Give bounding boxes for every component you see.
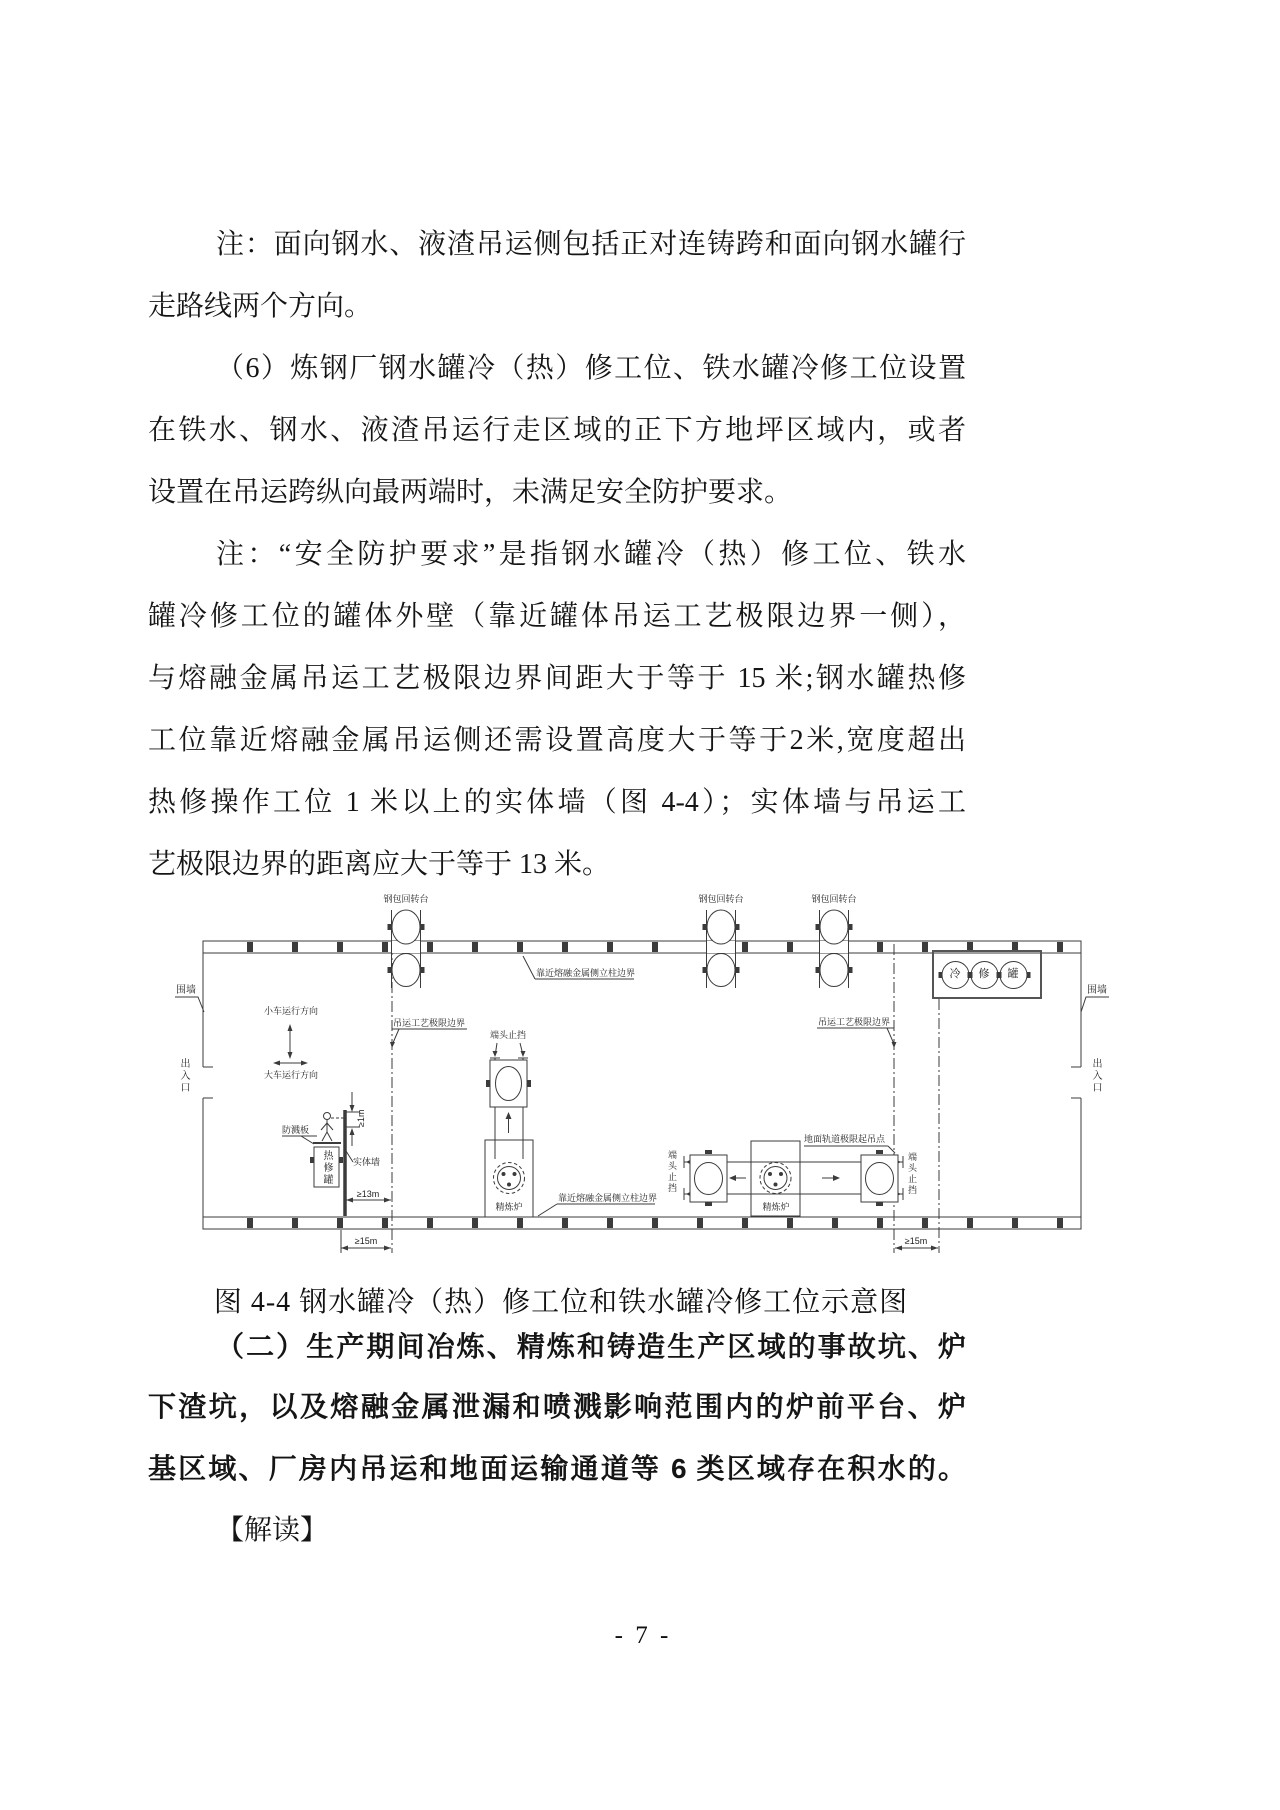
- bold-line: 基区域、厂房内吊运和地面运输通道等 6 类区域存在积水的。: [148, 1453, 966, 1484]
- body-line: 设置在吊运跨纵向最两端时，未满足安全防护要求。: [148, 477, 793, 508]
- bold-line: 下渣坑，以及熔融金属泄漏和喷溅影响范围内的炉前平台、炉: [148, 1391, 966, 1422]
- refining-furnace-label: 精炼炉: [762, 1202, 790, 1212]
- ladle-turntable-label: 钢包回转台: [383, 894, 429, 904]
- body-line: 罐冷修工位的罐体外壁（靠近罐体吊运工艺极限边界一侧），: [148, 601, 966, 632]
- body-line: 注：“安全防护要求”是指钢水罐冷（热）修工位、铁水: [216, 539, 966, 570]
- label-leaders: [175, 956, 1109, 1216]
- crane-direction-label: 大车运行方向: [263, 1070, 319, 1080]
- page-number: - 7 -: [614, 1622, 672, 1649]
- interpretation-label: 【解读】: [216, 1515, 329, 1546]
- ladle-turntable-label: 钢包回转台: [811, 894, 857, 904]
- body-line: 注：面向钢水、液渣吊运侧包括正对连铸跨和面向钢水罐行: [216, 229, 966, 260]
- refining-furnace-label: 精炼炉: [495, 1202, 523, 1212]
- ladle-turntable: [703, 910, 740, 988]
- figure-caption: 图 4-4 钢水罐冷（热）修工位和铁水罐冷修工位示意图: [213, 1287, 909, 1318]
- ladle-turntable: [816, 910, 853, 988]
- end-stop-label: 端头止挡: [667, 1150, 677, 1194]
- end-stop-label: 端头止挡: [489, 1030, 527, 1040]
- body-line: 艺极限边界的距离应大于等于 13 米。: [148, 849, 611, 880]
- column-boundary-label: 靠近熔融金属侧立柱边界: [558, 1193, 658, 1203]
- dim-15m-label: ≥15m: [904, 1236, 928, 1246]
- bold-line: （二）生产期间冶炼、精炼和铸造生产区域的事故坑、炉: [216, 1331, 966, 1362]
- ladle-car: [690, 1150, 727, 1206]
- body-line: 工位靠近熔融金属吊运侧还需设置高度大于等于2米,宽度超出: [148, 725, 966, 756]
- solid-wall-label: 实体墙: [353, 1157, 381, 1167]
- body-line: 热修操作工位 1 米以上的实体墙（图 4-4）；实体墙与吊运工: [148, 787, 966, 818]
- crane-limit-boundary-lines: [392, 944, 939, 1253]
- tank-tank-char: 罐: [1007, 968, 1019, 980]
- steel-ladle-car-track-vertical: [485, 1043, 533, 1217]
- body-line: 与熔融金属吊运工艺极限边界间距大于等于 15 米;钢水罐热修: [148, 663, 966, 694]
- crane-limit-boundary-label: 吊运工艺极限边界: [393, 1018, 466, 1028]
- body-line: 在铁水、钢水、液渣吊运行走区域的正下方地坪区域内，或者: [148, 415, 966, 446]
- entrance-exit-label: 出入口: [178, 1058, 189, 1094]
- enclosure-wall-label: 围墙: [176, 985, 196, 996]
- enclosure-wall-label: 围墙: [1087, 985, 1107, 996]
- worker-figure: [321, 1113, 344, 1142]
- hot-repair-tank-label: 热修罐: [321, 1150, 332, 1186]
- cold-tank-char: 冷: [949, 968, 961, 980]
- column-boundary-label: 靠近熔融金属侧立柱边界: [536, 968, 636, 978]
- body-line: （6）炼钢厂钢水罐冷（热）修工位、铁水罐冷修工位设置: [216, 353, 966, 384]
- ground-rail-limit-point-label: 地面轨道极限起吊点: [804, 1134, 886, 1144]
- column-ticks-bottom: [247, 1218, 1063, 1228]
- trolley-direction-label: 小车运行方向: [263, 1006, 319, 1016]
- ladle-car: [486, 1060, 531, 1107]
- end-stop-label: 端头止挡: [907, 1152, 917, 1196]
- splash-guard-label: 防溅板: [282, 1125, 310, 1135]
- ladle-turntable-label: 钢包回转台: [698, 894, 744, 904]
- ladle-car: [861, 1150, 898, 1206]
- ladle-turntable: [388, 910, 425, 988]
- body-line: 走路线两个方向。: [148, 291, 373, 322]
- repair-tank-char: 修: [978, 968, 990, 980]
- dim-15m-label: ≥15m: [354, 1236, 378, 1246]
- iron-ladle-car-track-horizontal: [684, 1141, 938, 1251]
- dim-13m-label: ≥13m: [356, 1189, 380, 1199]
- direction-arrows: [273, 1024, 308, 1066]
- crane-limit-boundary-label: 吊运工艺极限边界: [818, 1017, 891, 1027]
- entrance-exit-label: 出入口: [1090, 1058, 1101, 1094]
- dim-1m-label: ≥1m: [356, 1109, 366, 1127]
